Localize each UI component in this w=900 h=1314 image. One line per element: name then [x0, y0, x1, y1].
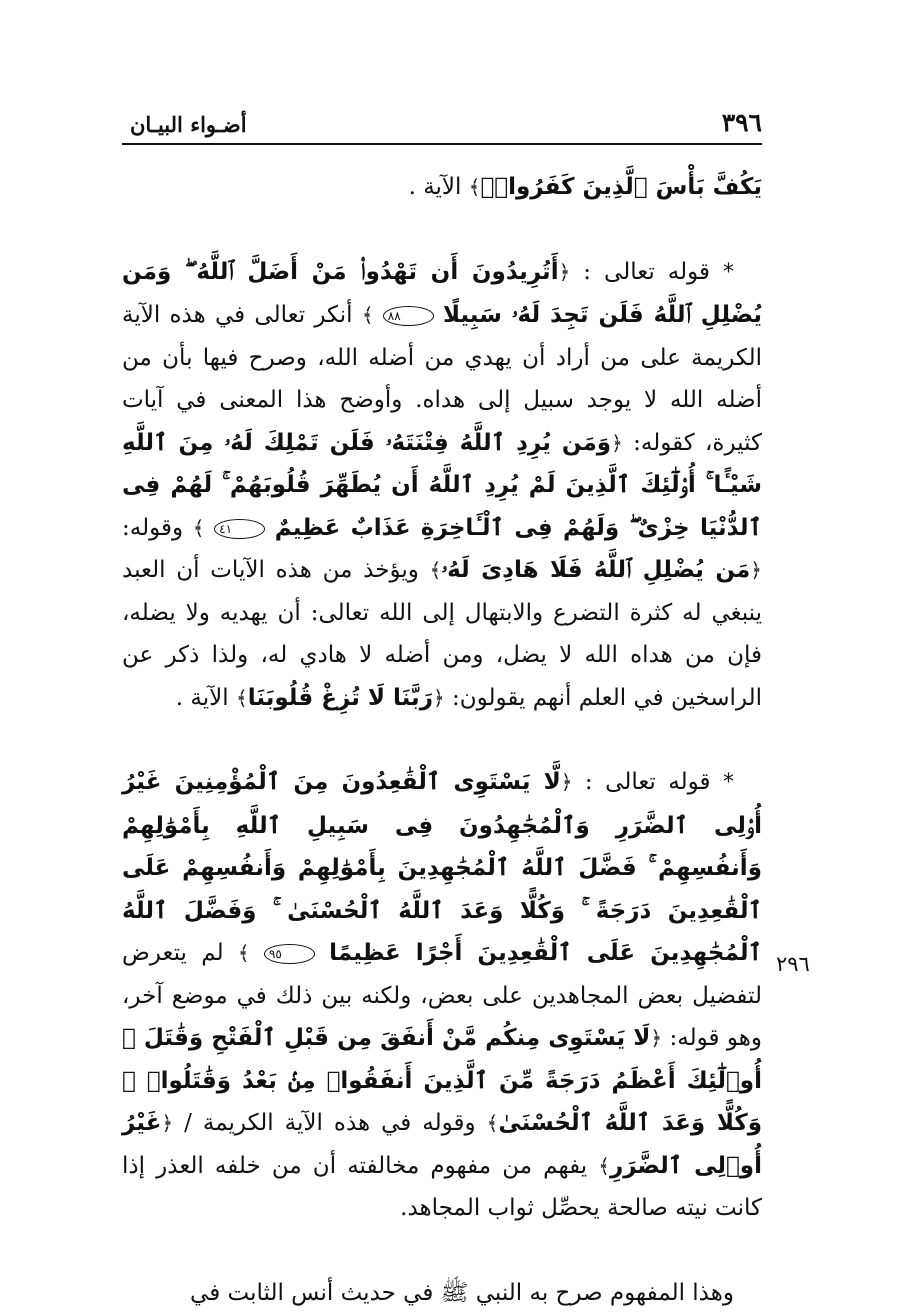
verse-close-bracket: ﴾ [430, 558, 442, 582]
paragraph-text: وقوله في هذه الآية الكريمة / [173, 1110, 486, 1136]
quran-verse: يَكُفَّ بَأْسَ ٱلَّذِينَ كَفَرُوا۟ۚ [480, 174, 762, 200]
quran-verse: مَن يُضْلِلِ ٱللَّهُ فَلَا هَادِىَ لَهُۥ [441, 557, 750, 583]
verse-close-bracket: ﴾ [598, 1154, 610, 1178]
paragraph-text: وقوله: [122, 515, 193, 541]
paragraph-text: يفهم من مفهوم مخالفته أن من خلفه العذر إذا كانت نيته صالحة يحصِّل ثواب المجاهد. [122, 1153, 762, 1222]
book-title: أضـواء البيـان [130, 112, 247, 137]
verse-open-bracket: ﴿ [750, 558, 762, 582]
paragraph-text: قوله تعالى : [570, 259, 723, 285]
verse-close-bracket: ﴾ [362, 303, 374, 327]
paragraph-spacer [122, 1230, 762, 1272]
verse-number: ٩٥ [264, 944, 315, 964]
quran-verse: أَتُرِيدُونَ أَن تَهْدُوا۟ مَنْ أَضَلَّ ٱللَّهُ ۖ وَمَن يُضْلِلِ ٱللَّهُ فَلَن تَجِدَ لَهُۥ سَبِيلًا [122, 259, 762, 329]
verse-close-bracket: ﴾ [469, 175, 481, 199]
page-number: ٣٩٦ [722, 108, 762, 137]
paragraph-4 [122, 1272, 762, 1314]
paragraph-1 [122, 166, 762, 209]
verse-open-bracket: ﴿ [561, 770, 573, 794]
verse-open-bracket: ﴿ [161, 1111, 173, 1135]
verse-number: ٨٨ [383, 306, 434, 326]
paragraph-text: قوله تعالى : [572, 769, 723, 795]
paragraph-text: لم يتعرض لتفضيل بعض المجاهدين على بعض، ولكنه بين ذلك في موضع آخر، وهو قوله: [122, 940, 762, 1051]
quran-verse: وَمَن يُرِدِ ٱللَّهُ فِتْنَتَهُۥ فَلَن تَمْلِكَ لَهُۥ مِنَ ٱللَّهِ شَيْـًٔا ۚ أُو۟لَٰٓئِكَ ٱلَّذِينَ لَمْ يُرِدِ ٱللَّهُ أَن يُطَهِّرَ قُلُوبَهُمْ ۚ لَهُمْ فِى ٱلدُّنْيَا خِزْىٌ ۖ وَلَهُمْ فِى ٱلْـَٔاخِرَةِ عَذَابٌ عَظِيمٌ [122, 430, 762, 541]
section-marker: * [723, 770, 734, 795]
quran-verse: رَبَّنَا لَا تُزِغْ قُلُوبَنَا [248, 685, 433, 711]
book-page [122, 0, 762, 1271]
verse-open-bracket: ﴿ [559, 260, 571, 284]
verse-open-bracket: ﴿ [433, 686, 445, 710]
paragraph-text: الآية . [409, 174, 469, 200]
paragraph-spacer [122, 719, 762, 761]
paragraph-text: الآية . [176, 685, 236, 711]
quran-verse: لَّا يَسْتَوِى ٱلْقَٰعِدُونَ مِنَ ٱلْمُؤْمِنِينَ غَيْرُ أُو۟لِى ٱلضَّرَرِ وَٱلْمُجَٰهِدُونَ فِى سَبِيلِ ٱللَّهِ بِأَمْوَٰلِهِمْ وَأَنفُسِهِمْ ۚ فَضَّلَ ٱللَّهُ ٱلْمُجَٰهِدِينَ بِأَمْوَٰلِهِمْ وَأَنفُسِهِمْ عَلَى ٱلْقَٰعِدِينَ دَرَجَةً ۚ وَكُلًّا وَعَدَ ٱللَّهُ ٱلْحُسْنَىٰ ۚ وَفَضَّلَ ٱللَّهُ ٱلْمُجَٰهِدِينَ عَلَى ٱلْقَٰعِدِينَ أَجْرًا عَظِيمًا [122, 769, 762, 966]
verse-open-bracket: ﴿ [611, 431, 623, 455]
verse-close-bracket: ﴾ [487, 1111, 499, 1135]
verse-close-bracket: ﴾ [193, 516, 205, 540]
quran-verse: غَيْرُ أُو۟لِى ٱلضَّرَرِ [122, 1110, 762, 1179]
paragraph-3 [122, 761, 762, 1230]
verse-open-bracket: ﴿ [650, 1026, 662, 1050]
verse-number: ٤١ [214, 519, 265, 539]
paragraph-2 [122, 251, 762, 720]
header-rule [122, 143, 762, 145]
page-header [122, 108, 762, 140]
quran-verse: لَا يَسْتَوِى مِنكُم مَّنْ أَنفَقَ مِن قَبْلِ ٱلْفَتْحِ وَقَٰتَلَ ۚ أُو۟لَٰٓئِكَ أَعْظَمُ دَرَجَةً مِّنَ ٱلَّذِينَ أَنفَقُوا۟ مِنۢ بَعْدُ وَقَٰتَلُوا۟ ۚ وَكُلًّا وَعَدَ ٱللَّهُ ٱلْحُسْنَىٰ [122, 1025, 762, 1136]
original-edition-page-number: ٢٩٦ [776, 952, 810, 976]
verse-close-bracket: ﴾ [238, 941, 250, 965]
paragraph-text: أنكر تعالى في هذه الآية الكريمة على من أراد أن يهدي من أضله الله، وصرح فيها بأن من أضله الله لا يوجد سبيل إلى هداه. وأوضح هذا المعنى في آيات كثيرة، كقوله: [122, 302, 762, 456]
paragraph-text: وهذا المفهوم صرح به النبي ﷺ في حديث أنس الثابت في [190, 1280, 734, 1306]
section-marker: * [723, 260, 734, 285]
page-body [122, 166, 762, 1314]
verse-close-bracket: ﴾ [236, 686, 248, 710]
paragraph-text: ويؤخذ من هذه الآيات أن العبد ينبغي له كثرة التضرع والابتهال إلى الله تعالى: أن يهديه ولا يضله، فإن من هداه الله لا يضل، ومن أضله لا هادي له، ولذا ذكر عن الراسخين في العلم أنهم يقولون: [122, 557, 762, 711]
paragraph-spacer [122, 209, 762, 251]
